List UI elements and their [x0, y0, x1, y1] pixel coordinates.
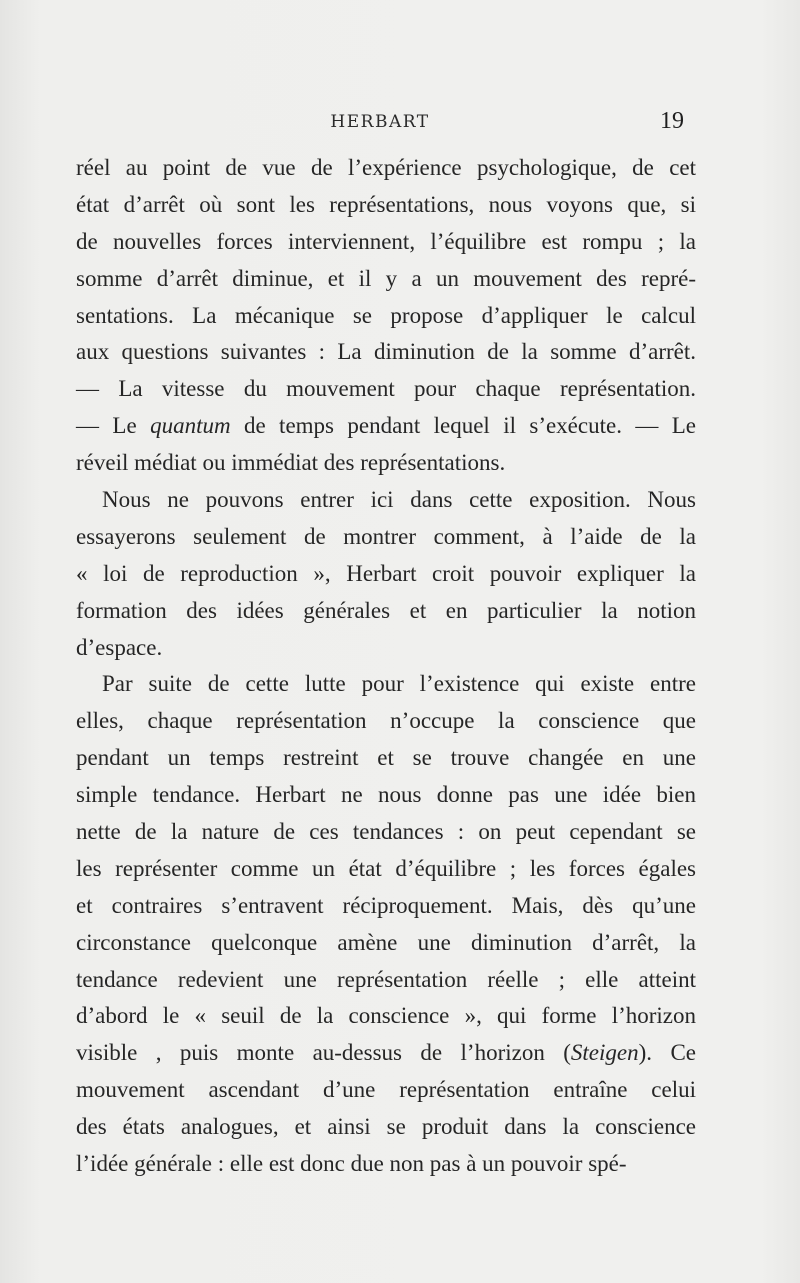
- text-line: somme d’arrêt diminue, et il y a un mouvement des repré-: [76, 265, 696, 291]
- text-line: formation des idées générales et en particulier la notion: [76, 597, 696, 623]
- text-line: et contraires s’entravent réciproquement. Mais, dès qu’une: [76, 892, 696, 918]
- text-line: tendance redevient une représentation réelle ; elle atteint: [76, 966, 696, 992]
- italic-term: quantum: [150, 413, 231, 439]
- text-line: réel au point de vue de l’expérience psychologique, de cet: [76, 155, 696, 180]
- text-line: de nouvelles forces interviennent, l’équilibre est rompu ; la: [76, 228, 696, 254]
- text-line: sentations. La mécanique se propose d’appliquer le calcul: [76, 302, 696, 328]
- text-run: de temps pendant lequel il s’exécute. — Le: [230, 413, 696, 439]
- text-line: essayerons seulement de montrer comment, à l’aide de la: [76, 523, 696, 549]
- text-line: [76, 1035, 696, 1072]
- paragraph: [76, 666, 696, 1182]
- text-line: [76, 408, 696, 445]
- text-line: circonstance quelconque amène une diminution d’arrêt, la: [76, 929, 696, 955]
- text-line: pendant un temps restreint et se trouve changée en une: [76, 745, 696, 771]
- text-line: nette de la nature de ces tendances : on peut cependant se: [76, 819, 696, 845]
- text-run: visible , puis monte au-dessus de l’horizon (: [76, 1040, 571, 1066]
- text-line: aux questions suivantes : La diminution de la somme d’arrêt.: [76, 339, 696, 365]
- page-number: 19: [660, 108, 684, 134]
- italic-term: Steigen: [570, 1040, 639, 1066]
- text-line: des états analogues, et ainsi se produit dans la conscience: [76, 1114, 696, 1140]
- paragraph: [76, 482, 696, 666]
- paragraph: [76, 150, 696, 482]
- body-text: [76, 150, 696, 1183]
- text-run: — Le: [76, 413, 151, 439]
- running-head: HERBART: [330, 112, 430, 132]
- text-line: Nous ne pouvons entrer ici dans cette exposition. Nous: [102, 487, 696, 513]
- text-run: ). Ce: [638, 1040, 696, 1066]
- text-line: elles, chaque représentation n’occupe la conscience que: [76, 708, 696, 734]
- text-line: d’espace.: [76, 634, 163, 660]
- text-line: Par suite de cette lutte pour l’existence qui existe entre: [102, 671, 696, 697]
- text-line: l’idée générale : elle est donc due non pas à un pouvoir spé-: [76, 1151, 627, 1177]
- text-line: — La vitesse du mouvement pour chaque représentation.: [76, 376, 696, 402]
- page-header: [76, 108, 684, 138]
- text-line: d’abord le « seuil de la conscience », qui forme l’horizon: [76, 1003, 696, 1029]
- text-line: les représenter comme un état d’équilibre ; les forces égales: [76, 855, 696, 881]
- text-line: simple tendance. Herbart ne nous donne pas une idée bien: [76, 782, 696, 808]
- text-line: état d’arrêt où sont les représentations, nous voyons que, si: [76, 191, 696, 217]
- text-line: mouvement ascendant d’une représentation entraîne celui: [76, 1077, 696, 1103]
- text-line: « loi de reproduction », Herbart croit pouvoir expliquer la: [76, 560, 696, 586]
- text-line: réveil médiat ou immédiat des représentations.: [76, 450, 506, 476]
